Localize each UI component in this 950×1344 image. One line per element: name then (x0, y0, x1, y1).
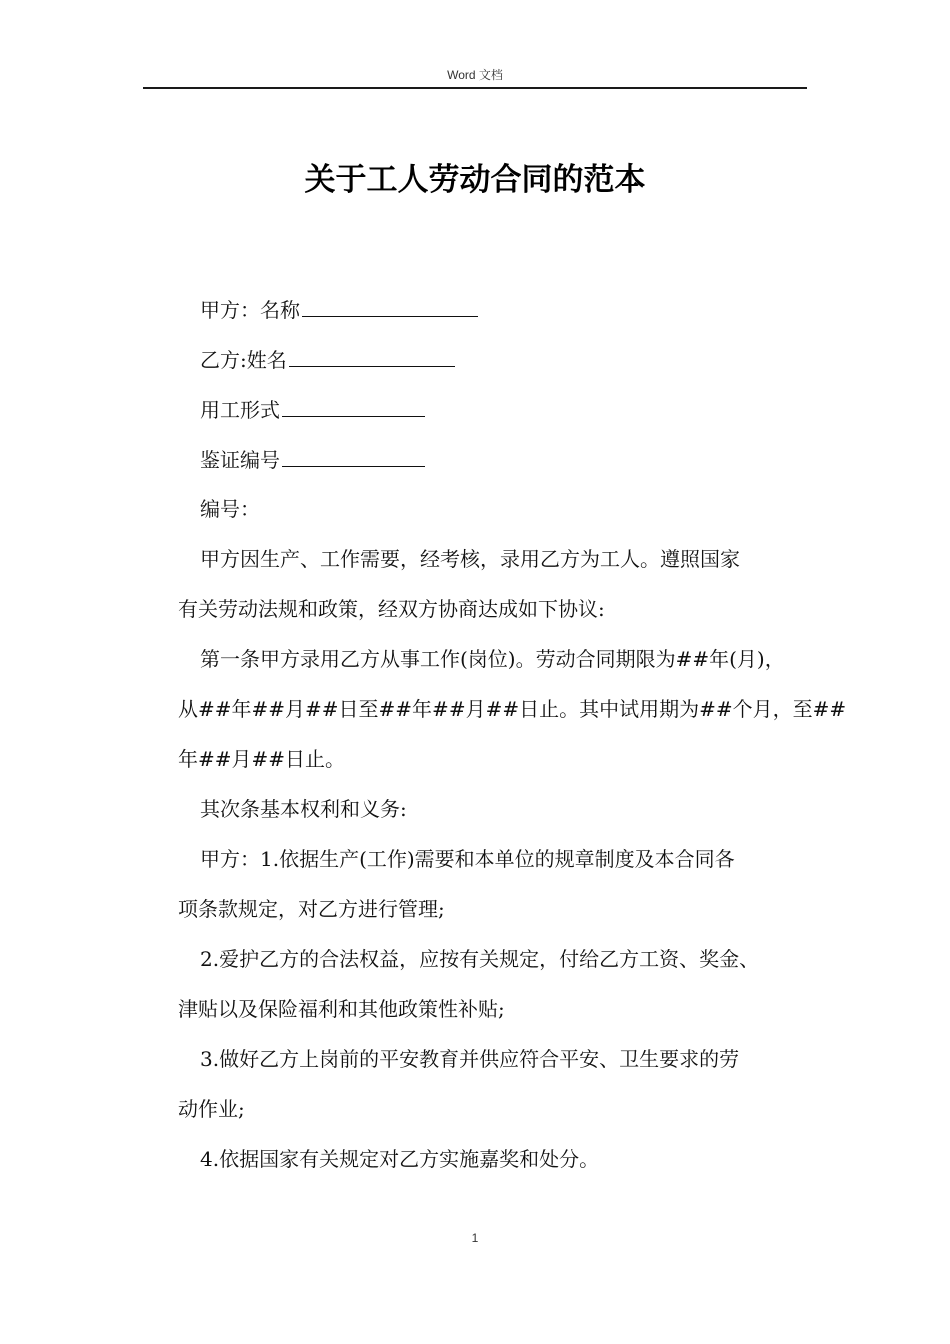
article-1-line-1: 第一条甲方录用乙方从事工作(岗位)。劳动合同期限为##年(月)， (200, 647, 785, 671)
clause-2-line-2: 津贴以及保险福利和其他政策性补贴; (178, 997, 505, 1021)
party-a-field (200, 294, 478, 325)
page-number: 1 (471, 1231, 479, 1245)
verification-no-blank (282, 444, 425, 467)
page-header-label: Word 文档 (447, 68, 503, 82)
document-title: 关于工人劳动合同的范本 (304, 162, 646, 198)
clause-2-line-1: 2.爱护乙方的合法权益，应按有关规定，付给乙方工资、奖金、 (200, 947, 760, 971)
employment-form-field (200, 394, 425, 425)
article-1-line-2: 从##年##月##日至##年##月##日止。其中试用期为##个月，至## (178, 697, 847, 721)
serial-no-label: 编号： (200, 497, 260, 521)
clause-4-line-1: 4.依据国家有关规定对乙方实施嘉奖和处分。 (200, 1147, 600, 1171)
party-a-label: 甲方：名称 (200, 298, 300, 322)
party-b-label: 乙方:姓名 (200, 348, 287, 372)
clause-3-line-1: 3.做好乙方上岗前的平安教育并供应符合平安、卫生要求的劳 (200, 1047, 740, 1071)
clause-1-line-2: 项条款规定，对乙方进行管理; (178, 897, 445, 921)
party-b-blank (289, 344, 455, 367)
intro-paragraph-line-1: 甲方因生产、工作需要，经考核，录用乙方为工人。遵照国家 (200, 547, 740, 571)
article-1-line-3: 年##月##日止。 (178, 747, 346, 771)
verification-no-label: 鉴证编号 (200, 448, 280, 472)
clause-3-line-2: 动作业; (178, 1097, 245, 1121)
employment-form-label: 用工形式 (200, 398, 280, 422)
header-divider (143, 87, 807, 89)
party-a-blank (302, 294, 478, 317)
article-2-title: 其次条基本权利和义务: (200, 797, 407, 821)
party-b-field (200, 344, 455, 375)
employment-form-blank (282, 394, 425, 417)
intro-paragraph-line-2: 有关劳动法规和政策，经双方协商达成如下协议: (178, 597, 605, 621)
verification-no-field (200, 444, 425, 475)
clause-1-line-1: 甲方：1.依据生产(工作)需要和本单位的规章制度及本合同各 (200, 847, 735, 871)
